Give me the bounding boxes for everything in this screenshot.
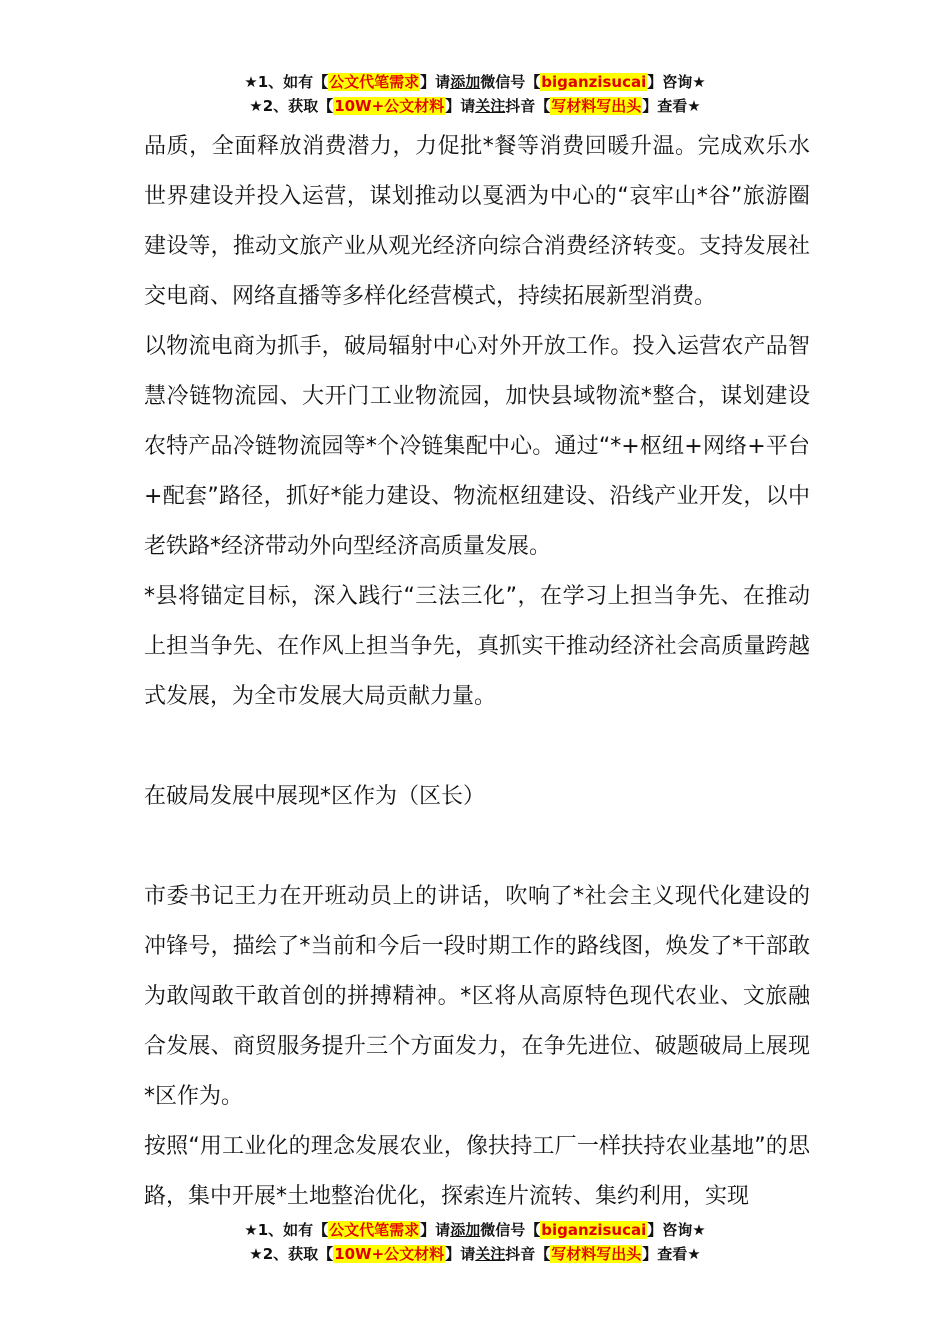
banner-text: ★1、如有【 xyxy=(244,73,329,91)
section-title: 在破局发展中展现*区作为（区长） xyxy=(144,784,486,809)
banner-text: 】咨询★ xyxy=(647,73,706,91)
banner-line-2 xyxy=(0,94,950,118)
banner-text: 】查看★ xyxy=(642,97,701,115)
banner-text: ★2、获取【 xyxy=(249,1245,334,1263)
banner-line-1 xyxy=(0,1218,950,1242)
banner-highlight: 10W+公文材料 xyxy=(334,1245,445,1263)
footer-banner xyxy=(0,1218,950,1266)
banner-text: ★2、获取【 xyxy=(249,97,334,115)
paragraph: 市委书记王力在开班动员上的讲话，吹响了*社会主义现代化建设的冲锋号，描绘了*当前和今后一段时期工作的路线图，焕发了*干部敢为敢闯敢干敢首创的拼搏精神。*区将从高原特色现代农业、文旅融合发展、商贸服务提升三个方面发力，在争先进位、破题破局上展现*区作为。 xyxy=(144,884,810,1109)
banner-text: 】请 xyxy=(420,73,451,91)
banner-text: 微信号【 xyxy=(480,73,541,91)
banner-highlight: 公文代笔需求 xyxy=(329,73,420,91)
banner-line-1 xyxy=(0,70,950,94)
spacer xyxy=(144,822,810,872)
document-body xyxy=(144,122,810,1222)
banner-highlight: 写材料写出头 xyxy=(551,1245,642,1263)
banner-underline: 关注 xyxy=(475,97,506,115)
banner-highlight: 公文代笔需求 xyxy=(329,1221,420,1239)
banner-underline: 添加 xyxy=(450,1221,481,1239)
banner-text: 】请 xyxy=(420,1221,451,1239)
banner-text: 抖音【 xyxy=(505,1245,551,1263)
banner-text: 】请 xyxy=(445,1245,476,1263)
banner-highlight: 写材料写出头 xyxy=(551,97,642,115)
banner-text: 微信号【 xyxy=(480,1221,541,1239)
header-banner xyxy=(0,70,950,118)
paragraph: 以物流电商为抓手，破局辐射中心对外开放工作。投入运营农产品智慧冷链物流园、大开门工业物流园，加快县域物流*整合，谋划建设农特产品冷链物流园等*个冷链集配中心。通过“*+枢纽+网络+平台+配套”路径，抓好*能力建设、物流枢纽建设、沿线产业开发，以中老铁路*经济带动外向型经济高质量发展。 xyxy=(144,334,810,559)
banner-line-2 xyxy=(0,1242,950,1266)
banner-text: 抖音【 xyxy=(505,97,551,115)
paragraph: *县将锚定目标，深入践行“三法三化”，在学习上担当争先、在推动上担当争先、在作风上担当争先，真抓实干推动经济社会高质量跨越式发展，为全市发展大局贡献力量。 xyxy=(144,584,810,709)
banner-underline: 添加 xyxy=(450,73,481,91)
paragraph: 按照“用工业化的理念发展农业，像扶持工厂一样扶持农业基地”的思路，集中开展*土地整治优化，探索连片流转、集约利用，实现 xyxy=(144,1134,810,1209)
paragraph: 品质，全面释放消费潜力，力促批*餐等消费回暖升温。完成欢乐水世界建设并投入运营，谋划推动以戛洒为中心的“哀牢山*谷”旅游圈建设等，推动文旅产业从观光经济向综合消费经济转变。支持发展社交电商、网络直播等多样化经营模式，持续拓展新型消费。 xyxy=(144,134,810,309)
banner-text: ★1、如有【 xyxy=(244,1221,329,1239)
spacer xyxy=(144,722,810,772)
banner-text: 】查看★ xyxy=(642,1245,701,1263)
banner-text: 】咨询★ xyxy=(647,1221,706,1239)
banner-highlight: 10W+公文材料 xyxy=(334,97,445,115)
banner-underline: 关注 xyxy=(475,1245,506,1263)
banner-text: 】请 xyxy=(445,97,476,115)
banner-highlight: biganzisucai xyxy=(541,73,647,91)
banner-highlight: biganzisucai xyxy=(541,1221,647,1239)
